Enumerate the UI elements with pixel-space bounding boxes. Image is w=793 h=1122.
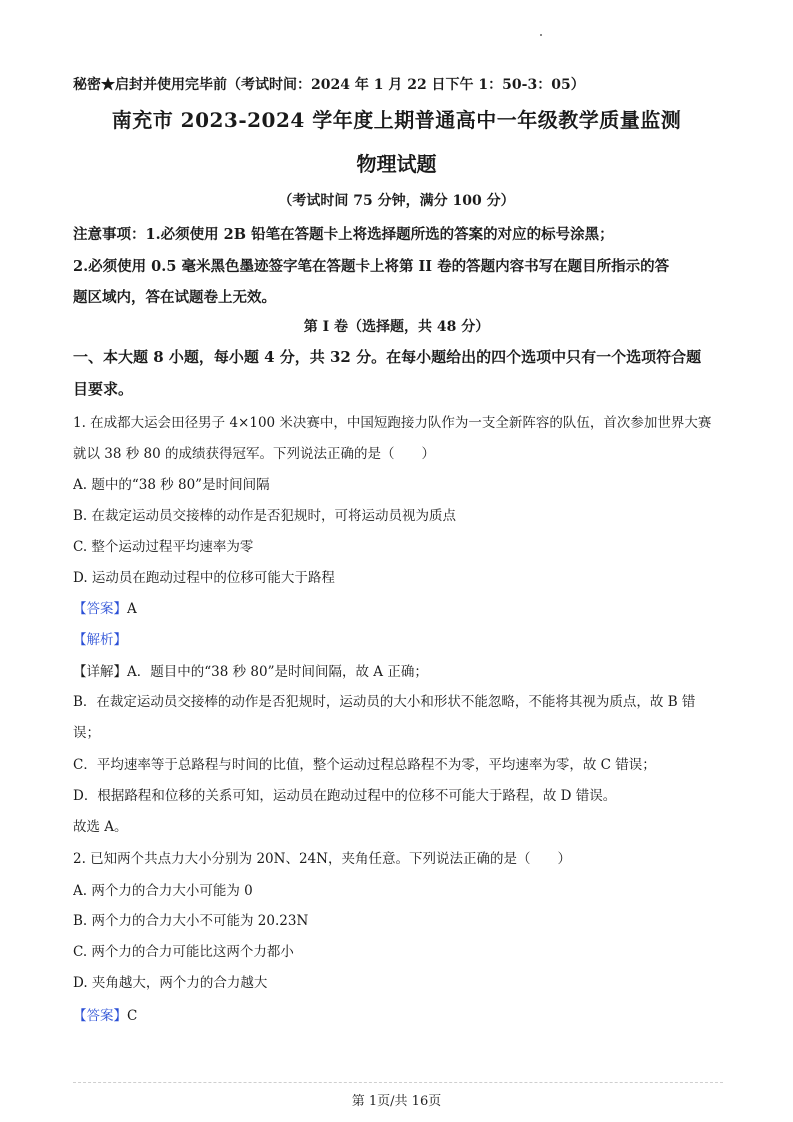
- q1-detail-line-5: D．根据路程和位移的关系可知，运动员在跑动过程中的位移不可能大于路程，故 D 错误。: [73, 788, 617, 804]
- answer-tag: 【答案】: [73, 601, 127, 617]
- notice-line-2: 2.必须使用 0.5 毫米黑色墨迹签字笔在答题卡上将第 II 卷的答题内容书写在题目所指示的答: [73, 258, 670, 275]
- answer-tag: 【答案】: [73, 1008, 127, 1024]
- detail-tag: 【详解】: [73, 664, 127, 680]
- q1-conclusion: 故选 A。: [73, 819, 128, 835]
- part-title-line-2: 目要求。: [73, 380, 134, 398]
- analysis-tag: 【解析】: [73, 632, 127, 648]
- q2-option-b: B. 两个力的合力大小不可能为 20.23N: [73, 913, 309, 929]
- q1-stem-line-1: 1. 在成都大运会田径男子 4×100 米决赛中，中国短跑接力队作为一支全新阵容的队伍，首次参加世界大赛: [73, 415, 712, 431]
- subject-title: 物理试题: [356, 152, 437, 176]
- q2-option-d: D. 夹角越大，两个力的合力越大: [73, 975, 268, 991]
- notice-line-1: 注意事项：1.必须使用 2B 铅笔在答题卡上将选择题所选的答案的对应的标号涂黑；: [73, 226, 614, 243]
- page-number: 第 1页/共 16页: [351, 1094, 442, 1109]
- q1-detail-line-3: 误；: [73, 725, 100, 741]
- exam-info: （考试时间 75 分钟，满分 100 分）: [278, 193, 515, 209]
- footer-divider: [73, 1082, 723, 1083]
- detail-text: A．题目中的“38 秒 80”是时间间隔，故 A 正确；: [127, 664, 428, 680]
- q1-stem-line-2: 就以 38 秒 80 的成绩获得冠军。下列说法正确的是（ ）: [73, 446, 436, 462]
- notice-line-3: 题区域内，答在试题卷上无效。: [73, 289, 276, 306]
- part-title-line-1: 一、本大题 8 小题，每小题 4 分，共 32 分。在每小题给出的四个选项中只有一个选项符合题: [73, 348, 702, 366]
- q1-option-d: D. 运动员在跑动过程中的位移可能大于路程: [73, 570, 335, 586]
- q1-option-b: B. 在裁定运动员交接棒的动作是否犯规时，可将运动员视为质点: [73, 508, 457, 524]
- q1-detail-line-2: B．在裁定运动员交接棒的动作是否犯规时，运动员的大小和形状不能忽略，不能将其视为质点，故 B 错: [73, 694, 696, 710]
- q2-option-c: C. 两个力的合力可能比这两个力都小: [73, 944, 294, 960]
- q1-detail-line-1: [73, 660, 723, 680]
- q2-answer: [73, 1004, 723, 1024]
- section-title: 第 I 卷（选择题，共 48 分）: [303, 319, 490, 335]
- answer-value: C: [127, 1008, 138, 1024]
- q1-answer: [73, 597, 723, 617]
- q1-option-a: A. 题中的“38 秒 80”是时间间隔: [73, 477, 270, 493]
- q1-detail-line-4: C．平均速率等于总路程与时间的比值，整个运动过程总路程不为零，平均速率为零，故 C 错误；: [73, 757, 656, 773]
- exam-title: 南充市 2023-2024 学年度上期普通高中一年级教学质量监测: [111, 108, 682, 132]
- q1-option-c: C. 整个运动过程平均速率为零: [73, 539, 254, 555]
- q1-analysis: [73, 628, 723, 648]
- scan-dot: [540, 34, 542, 36]
- answer-value: A: [127, 601, 137, 617]
- q2-option-a: A. 两个力的合力大小可能为 0: [73, 883, 253, 899]
- confidential-note: 秘密★启封并使用完毕前（考试时间：2024 年 1 月 22 日下午 1：50-3：05）: [73, 77, 585, 93]
- q2-stem: 2. 已知两个共点力大小分别为 20N、24N，夹角任意。下列说法正确的是（ ）: [73, 851, 571, 867]
